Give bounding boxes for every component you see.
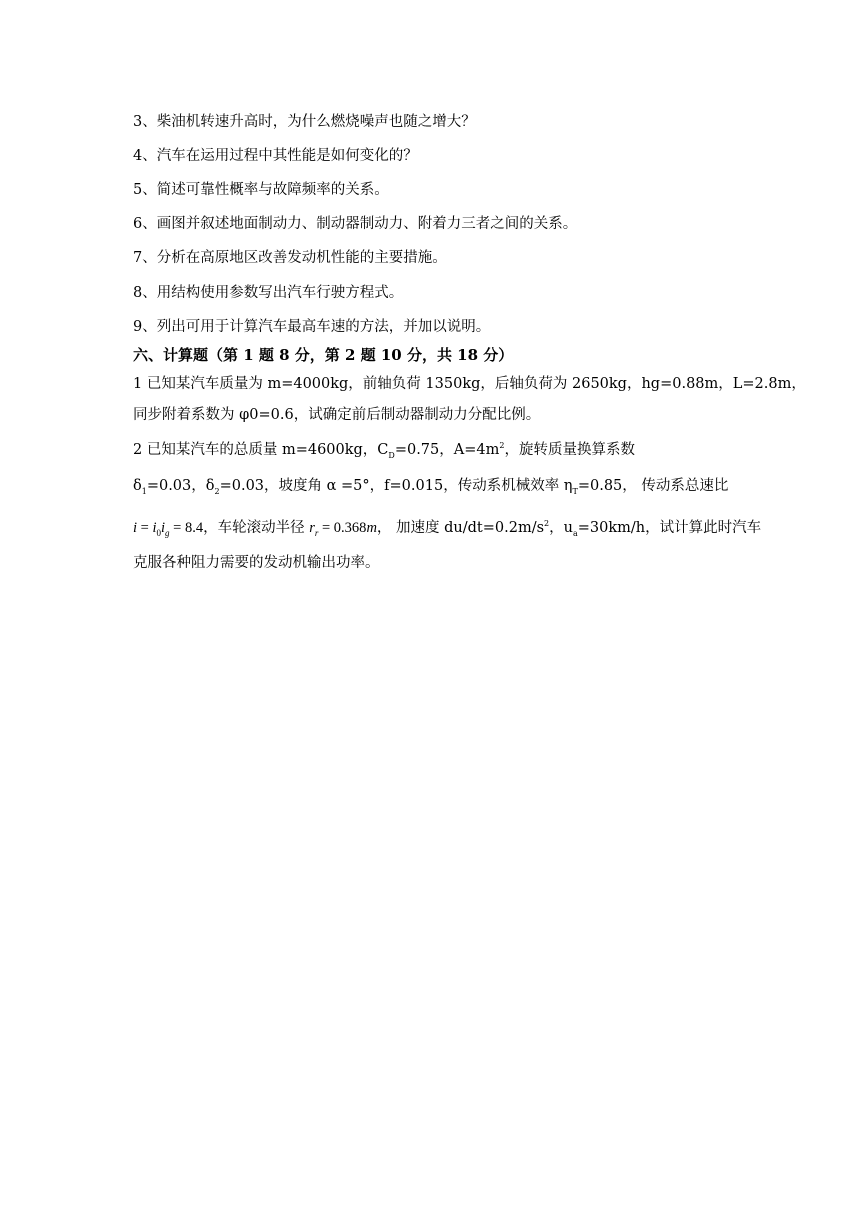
formula-i0: i	[152, 520, 157, 536]
formula-i0-subscript: 0	[156, 527, 161, 538]
problem-2-line-2	[133, 476, 728, 496]
p2-l3-text3: ，u	[549, 520, 573, 536]
formula-i: i	[133, 520, 138, 536]
p2-l2-b: =0.03，坡度角 α =5°，f=0.015，传动系机械效率 η	[219, 478, 573, 494]
question-8: 8、用结构使用参数写出汽车行驶方程式。	[133, 285, 404, 301]
area-superscript: 2	[499, 441, 505, 451]
velocity-subscript: a	[572, 528, 578, 538]
formula-value: = 8.4	[169, 520, 204, 536]
question-5: 5、简述可靠性概率与故障频率的关系。	[133, 182, 389, 198]
radius-r: r	[309, 520, 315, 536]
question-9: 9、列出可用于计算汽车最高车速的方法，并加以说明。	[133, 319, 491, 335]
formula-ig: i	[161, 520, 166, 536]
question-6: 6、画图并叙述地面制动力、制动器制动力、附着力三者之间的关系。	[133, 216, 578, 232]
radius-formula	[309, 520, 377, 536]
question-4: 4、汽车在运用过程中其性能是如何变化的？	[133, 148, 418, 164]
p2-l3-text2: ， 加速度 du/dt=0.2m/s	[376, 520, 545, 536]
p2-l1-mid: =0.75，A=4m	[394, 442, 500, 458]
delta1-subscript: 1	[141, 486, 147, 496]
p2-l2-a: =0.03，δ	[146, 478, 215, 494]
problem-2-line-4: 克服各种阻力需要的发动机输出功率。	[133, 555, 380, 571]
problem-2-line-3	[133, 518, 761, 538]
question-7: 7、分析在高原地区改善发动机性能的主要措施。	[133, 250, 447, 266]
delta2-subscript: 2	[214, 486, 220, 496]
p2-l2-delta: δ	[133, 478, 142, 494]
accel-superscript: 2	[544, 519, 550, 529]
p2-l1-text: 2 已知某汽车的总质量 m=4600kg，C	[133, 442, 389, 458]
formula-ig-subscript: g	[165, 527, 170, 538]
section-heading: 六、计算题（第 1 题 8 分，第 2 题 10 分，共 18 分）	[133, 346, 514, 364]
p2-l1-end: ，旋转质量换算系数	[504, 442, 635, 458]
radius-subscript: r	[314, 527, 319, 538]
question-3: 3、柴油机转速升高时，为什么燃烧噪声也随之增大？	[133, 114, 476, 130]
radius-unit: m	[366, 520, 377, 536]
p2-l2-c: =0.85， 传动系总速比	[577, 478, 729, 494]
formula-equals: =	[137, 520, 153, 536]
drag-coefficient-subscript: D	[388, 450, 395, 460]
p2-l3-text1: ，车轮滚动半径	[203, 520, 310, 536]
gear-ratio-formula	[133, 520, 203, 536]
p2-l3-text4: =30km/h，试计算此时汽车	[577, 520, 762, 536]
eta-subscript: T	[572, 486, 578, 496]
problem-1-line-2: 同步附着系数为 φ0=0.6，试确定前后制动器制动力分配比例。	[133, 407, 541, 423]
problem-2-line-1	[133, 440, 635, 460]
problem-1-line-1: 1 已知某汽车质量为 m=4000kg，前轴负荷 1350kg，后轴负荷为 2650kg，hg=0.88m，L=2.8m，	[133, 376, 806, 392]
radius-value: = 0.368	[318, 520, 367, 536]
